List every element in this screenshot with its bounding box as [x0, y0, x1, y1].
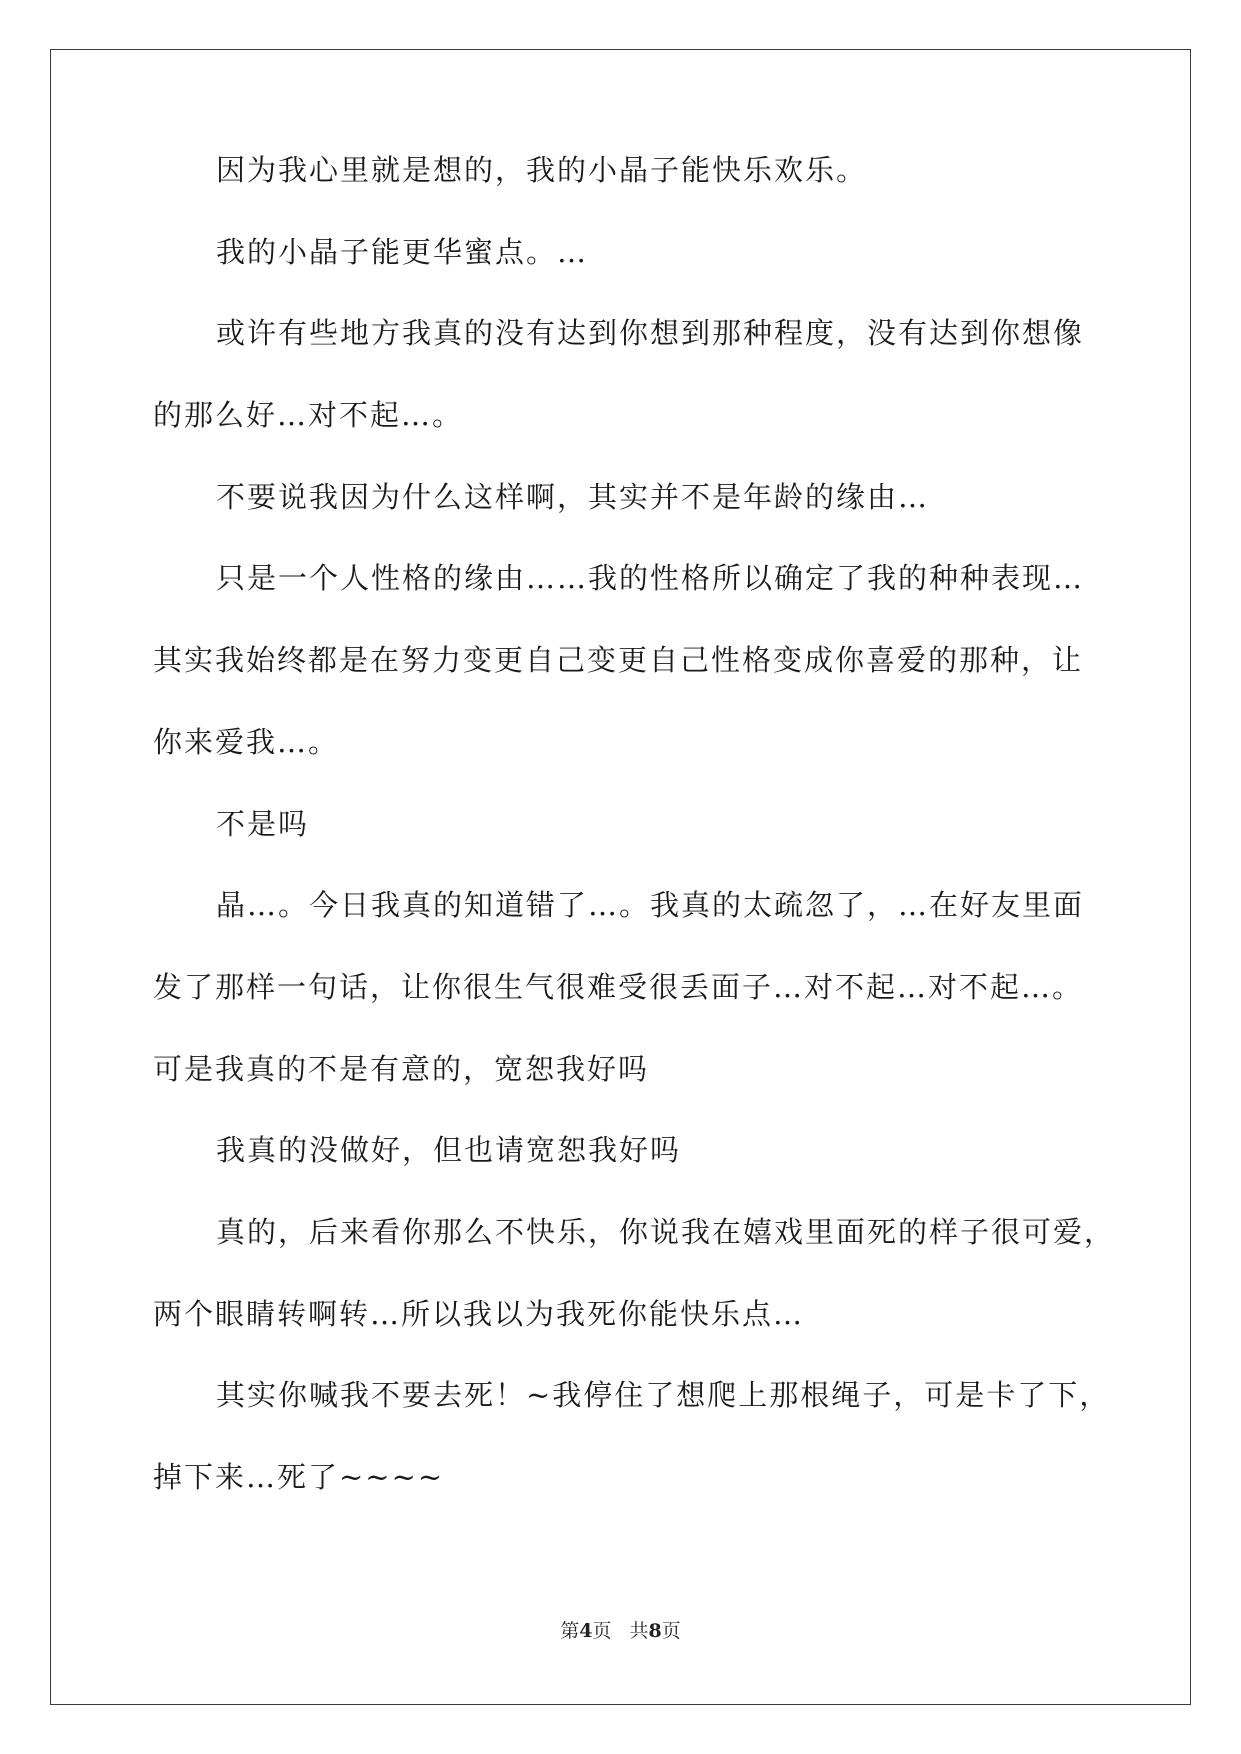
text-line: 或许有些地方我真的没有达到你想到那种程度，没有达到你想像	[216, 316, 1085, 351]
text-line: 不是吗	[216, 806, 310, 841]
footer-page-suffix: 页	[592, 1620, 612, 1642]
text-line: 真的，后来看你那么不快乐，你说我在嬉戏里面死的样子很可爱，	[216, 1214, 1116, 1249]
text-line: 因为我心里就是想的，我的小晶子能快乐欢乐。	[216, 153, 868, 187]
document-body	[153, 150, 1116, 1539]
text-line: 其实你喊我不要去死！~我停住了想爬上那根绳子，可是卡了下，	[216, 1378, 1111, 1413]
current-page-number: 4	[579, 1620, 593, 1642]
text-line: 只是一个人性格的缘由……我的性格所以确定了我的种种表现…	[216, 561, 1085, 596]
text-line: 掉下来…死了~~~~	[153, 1460, 445, 1494]
text-line: 不要说我因为什么这样啊，其实并不是年龄的缘由…	[216, 479, 930, 514]
text-line: 的那么好…对不起…。	[153, 398, 464, 433]
text-line: 我真的没做好，但也请宽恕我好吗	[216, 1133, 682, 1168]
text-line: 发了那样一句话，让你很生气很难受很丢面子…对不起…对不起…。	[153, 969, 1084, 1004]
text-line: 你来爱我…。	[153, 724, 340, 759]
total-page-number: 8	[648, 1620, 662, 1642]
text-line: 其实我始终都是在努力变更自己变更自己性格变成你喜爱的那种，让	[153, 643, 1084, 678]
text-line: 两个眼睛转啊转…所以我以为我死你能快乐点…	[153, 1296, 805, 1331]
footer-total-prefix: 共	[629, 1620, 649, 1642]
text-line: 晶…。今日我真的知道错了…。我真的太疏忽了，…在好友里面	[216, 888, 1085, 923]
text-line: 可是我真的不是有意的，宽恕我好吗	[153, 1051, 650, 1086]
text-line: 我的小晶子能更华蜜点。…	[216, 234, 589, 269]
footer-prefix: 第	[560, 1620, 580, 1642]
page-number-footer	[0, 1616, 1241, 1643]
footer-total-suffix: 页	[661, 1620, 681, 1642]
